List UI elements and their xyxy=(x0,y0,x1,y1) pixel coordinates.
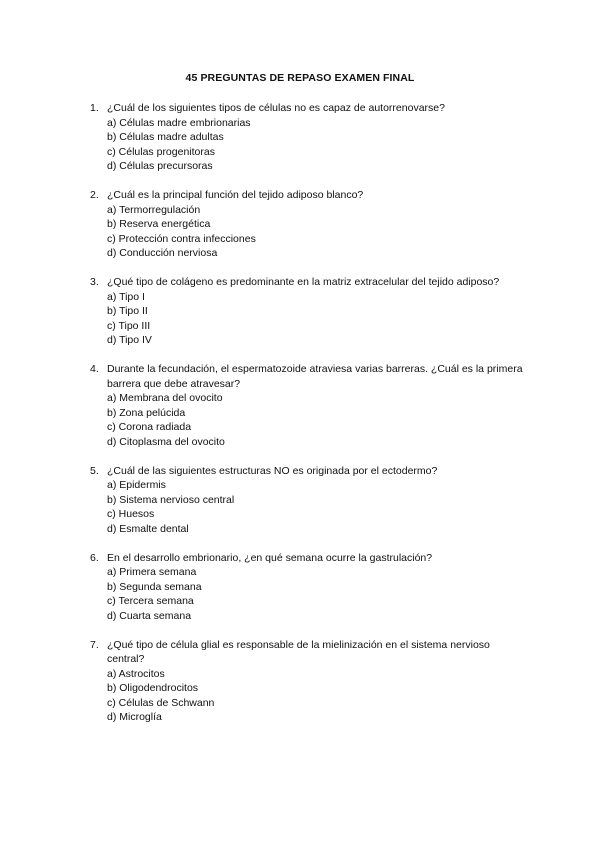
answer-option: b) Sistema nervioso central xyxy=(107,493,235,506)
answer-option: b) Tipo II xyxy=(107,305,148,317)
answer-options xyxy=(107,565,530,623)
answer-options xyxy=(107,116,530,174)
answer-option: d) Conducción nerviosa xyxy=(107,247,218,259)
question-number: 3. xyxy=(90,276,99,288)
answer-option: b) Reserva energética xyxy=(107,218,211,230)
answer-option: d) Esmalte dental xyxy=(107,522,189,535)
answer-option: c) Células progenitoras xyxy=(107,145,215,158)
answer-option: a) Astrocitos xyxy=(107,667,165,680)
answer-option: d) Citoplasma del ovocito xyxy=(107,435,225,448)
answer-options xyxy=(107,667,530,725)
question-number: 4. xyxy=(90,363,99,375)
answer-option: d) Células precursoras xyxy=(107,160,213,172)
question-number: 1. xyxy=(90,102,99,114)
answer-option: a) Tipo I xyxy=(107,290,145,303)
answer-option: c) Corona radiada xyxy=(107,421,192,433)
answer-option: b) Zona pelúcida xyxy=(107,406,186,419)
question-item xyxy=(90,101,530,174)
question-text: ¿Cuál es la principal función del tejido adiposo blanco? xyxy=(107,189,364,201)
answer-option: a) Membrana del ovocito xyxy=(107,392,223,404)
answer-option: d) Microglía xyxy=(107,711,162,723)
question-number: 7. xyxy=(90,638,99,651)
answer-options xyxy=(107,203,530,261)
answer-option: a) Primera semana xyxy=(107,566,197,578)
question-text: En el desarrollo embrionario, ¿en qué semana ocurre la gastrulación? xyxy=(107,551,433,564)
answer-option: d) Tipo IV xyxy=(107,334,152,346)
question-text: Durante la fecundación, el espermatozoide atraviesa varias barreras. ¿Cuál es la primera barrera que debe atravesar? xyxy=(107,363,523,390)
question-item xyxy=(90,275,530,348)
answer-option: a) Termorregulación xyxy=(107,203,201,216)
question-item xyxy=(90,188,530,261)
answer-option: a) Epidermis xyxy=(107,479,166,491)
answer-option: a) Células madre embrionarias xyxy=(107,116,251,129)
answer-options xyxy=(107,391,530,449)
question-text: ¿Cuál de los siguientes tipos de células no es capaz de autorrenovarse? xyxy=(107,102,445,114)
question-item xyxy=(90,638,530,725)
answer-option: c) Protección contra infecciones xyxy=(107,232,256,245)
question-item xyxy=(90,551,530,624)
answer-option: c) Huesos xyxy=(107,508,155,520)
document-title: 45 PREGUNTAS DE REPASO EXAMEN FINAL xyxy=(185,72,415,84)
answer-option: c) Tercera semana xyxy=(107,595,194,607)
answer-option: d) Cuarta semana xyxy=(107,609,192,622)
question-number: 5. xyxy=(90,464,99,477)
question-text: ¿Cuál de las siguientes estructuras NO es originada por el ectodermo? xyxy=(107,464,438,477)
answer-option: c) Tipo III xyxy=(107,319,151,332)
answer-option: b) Oligodendrocitos xyxy=(107,682,199,694)
question-text: ¿Qué tipo de colágeno es predominante en la matriz extracelular del tejido adiposo? xyxy=(107,276,500,288)
question-item xyxy=(90,362,530,449)
answer-option: b) Células madre adultas xyxy=(107,131,224,143)
answer-option: c) Células de Schwann xyxy=(107,696,215,709)
question-text: ¿Qué tipo de célula glial es responsable de la mielinización en el sistema nervioso central? xyxy=(107,638,490,665)
question-number: 2. xyxy=(90,189,99,201)
answer-option: b) Segunda semana xyxy=(107,580,202,593)
answer-options xyxy=(107,478,530,536)
question-list xyxy=(90,101,530,739)
answer-options xyxy=(107,290,530,348)
question-number: 6. xyxy=(90,551,99,564)
question-item xyxy=(90,464,530,537)
